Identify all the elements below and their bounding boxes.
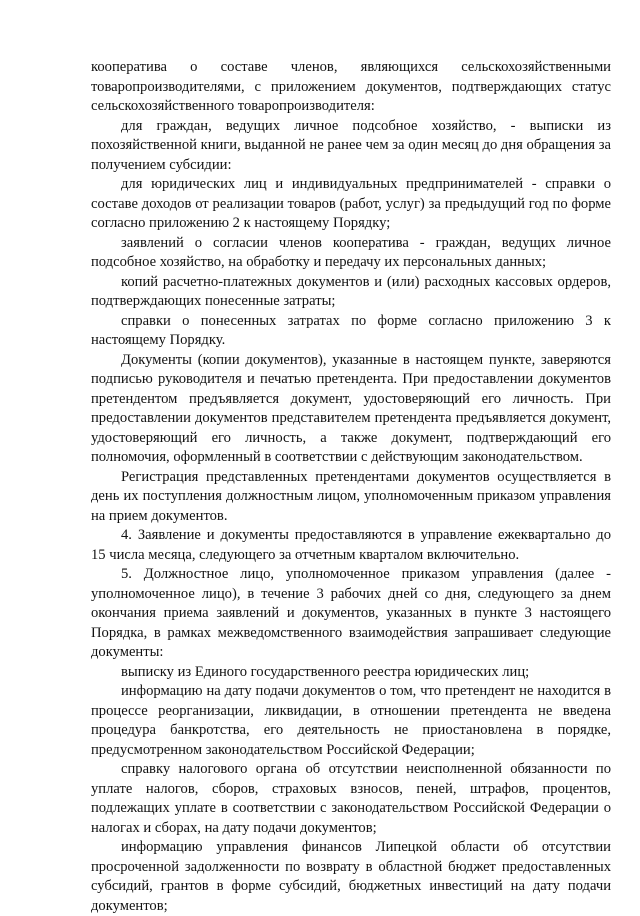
paragraph-tax-certificate: справку налогового органа об отсутствии неисполненной обязанности по уплате налогов, сборов, страховых взносов, пеней, штрафов, процентов, подлежащих уплате в соответствии с законодательством Российской Федерации о налогах и сборах, на дату подачи документов;: [91, 761, 611, 836]
paragraph-registration: Регистрация представленных претендентами документов осуществляется в день их поступления должностным лицом, уполномоченным приказом управления на прием документов.: [91, 468, 611, 524]
paragraph-reorganization-info: информацию на дату подачи документов о том, что претендент не находится в процессе реорганизации, ликвидации, в отношении претендента не введена процедура банкротства, его деятельность не приостановлена в порядке, предусмотренном законодательством Российской Федерации;: [91, 683, 611, 758]
paragraph-continuation: кооператива о составе членов, являющихся сельскохозяйственными товаропроизводителями, с приложением документов, подтверждающих статус сельскохозяйственного товаропроизводителя:: [91, 59, 611, 114]
paragraph-payment-documents: копий расчетно-платежных документов и (или) расходных кассовых ордеров, подтверждающих понесенные затраты;: [91, 273, 611, 309]
paragraph-expense-certificate: справки о понесенных затратах по форме согласно приложению 3 к настоящему Порядку.: [91, 312, 611, 348]
document-page: [91, 58, 611, 916]
paragraph-income-certificate: для юридических лиц и индивидуальных предпринимателей - справки о составе доходов от реализации товаров (работ, услуг) за предыдущий год по форме согласно приложению 2 к настоящему Порядку;: [91, 176, 611, 231]
paragraph-household-extract: для граждан, ведущих личное подсобное хозяйство, - выписки из похозяйственной книги, выданной не ранее чем за один месяц до дня обращения за получением субсидии:: [91, 117, 611, 173]
paragraph-finance-info: информацию управления финансов Липецкой области об отсутствии просроченной задолженности по возврату в областной бюджет предоставленных субсидий, грантов в форме субсидий, бюджетных инвестиций на дату подачи документов;: [91, 839, 611, 914]
paragraph-consent-statements: заявлений о согласии членов кооператива - граждан, ведущих личное подсобное хозяйство, на обработку и передачу их персональных данных;: [91, 234, 611, 270]
paragraph-document-certification: Документы (копии документов), указанные в настоящем пункте, заверяются подписью руководителя и печатью претендента. При предоставлении документов претендентом предъявляется документ, удостоверяющий его личность. При предоставлении документов представителем претендента предъявляется документ, удостоверяющий его личность, а также документ, подтверждающий его полномочия, оформленный в соответствии с действующим законодательством.: [91, 351, 611, 465]
paragraph-item-4: 4. Заявление и документы предоставляются в управление ежеквартально до 15 числа месяца, следующего за отчетным кварталом включительно.: [91, 527, 611, 563]
paragraph-item-5: 5. Должностное лицо, уполномоченное приказом управления (далее - уполномоченное лицо), в течение 3 рабочих дней со дня, следующего за днем окончания приема заявлений и документов, указанных в пункте 3 настоящего Порядка, в рамках межведомственного взаимодействия запрашивает следующие документы:: [91, 566, 611, 660]
paragraph-registry-extract: выписку из Единого государственного реестра юридических лиц;: [121, 663, 530, 680]
